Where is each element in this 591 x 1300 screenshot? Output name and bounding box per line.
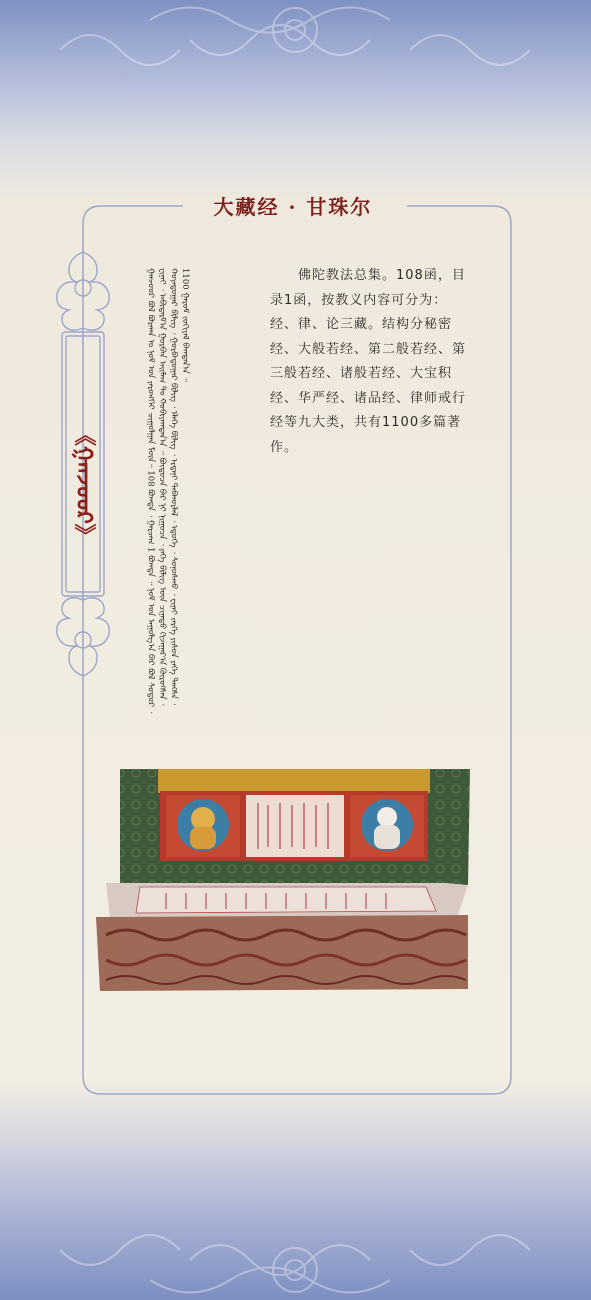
chinese-description: 佛陀教法总集。108函，目录1函，按教义内容可分为：经、律、论三藏。结构分秘密经、大般若经、第二般若经、第三般若经、诸般若经、大宝积经、华严经、诸品经、律师戒行经等九大类，共有1100多篇著作。 xyxy=(270,268,467,455)
bottom-ornament-band xyxy=(0,1210,591,1300)
mongolian-title: 《ᠭᠠᠨᠵᠤᠤᠷ》 xyxy=(71,424,97,546)
kangyur-manuscript-photo xyxy=(96,765,476,997)
top-ornament-band xyxy=(0,0,591,90)
mongolian-description: ᠭᠠᠨᠵᠤᠤᠷ ᠪᠣᠯ ᠪᠤᠷᠬᠠᠨ ᠤ ᠨᠣᠮ ᠤᠨ ᠶᠡᠷᠦᠩᠬᠡᠢ ᠴᠢᠭᠤᠯᠭᠠᠨ ᠮᠥᠨ᠃ 108 ᠪᠣᠭᠳᠠ ᠂ ᠭᠠᠷᠴᠠᠭ 1 ᠪᠣᠭᠳᠠ ᠃ ᠨᠣᠮ ᠤᠨ ᠠᠭᠤᠯᠭ᠎ᠠ ᠪᠠᠷ ᠪᠣᠯ ᠰᠤᠲᠤᠷ ᠂ ᠸᠢᠨᠠᠢ ᠂ ᠠᠪᠢᠳᠠᠷᠮ᠎ᠠ ᠭᠤᠷᠪᠠᠨ ᠠᠢᠮᠠᠭ ᠲᠤ ᠬᠤᠪᠢᠶᠠᠭᠳᠠᠨ᠎ᠠ ᠃ ᠪᠦᠲᠦᠴᠡ ᠪᠠᠷ ᠨᠢ ᠨᠢᠭᠤᠴᠠ ᠂ ᠶᠡᠬᠡ ᠪᠢᠯᠢᠭ ᠦᠨ ᠴᠢᠨᠠᠳᠤ ᠬᠢᠵᠠᠭᠠᠷ᠎ᠠ ᠬᠦᠷᠦᠭᠰᠡᠨ ᠂ ᠬᠣᠶᠠᠳᠤᠭᠠᠷ ᠪᠢᠯᠢᠭ ᠂ ᠭᠤᠷᠪᠠᠳᠤᠭᠠᠷ ᠪᠢᠯᠢᠭ ᠂ ᠡᠯᠡᠭᠡ ᠪᠢᠯᠢᠭ ᠂ ᠡᠷᠳᠡᠨᠢ ᠳᠠᠪᠬᠤᠷᠯᠠᠯ ᠂ ᠡᠳᠦᠭᠡ ᠂ ᠰᠣᠨᠣᠰᠬᠤ ᠂ ᠸᠢᠨᠠᠢ ᠵᠡᠷᠭᠡ ᠶᠢᠰᠦᠨ ᠶᠡᠬᠡ ᠳᠠᠩᠰᠠ ᠂ 1100 ᠭᠠᠷᠤᠮ ᠵᠣᠬᠢᠶᠠᠯ ᠪᠠᠭᠳᠠᠨ᠎ᠠ ᠃ xyxy=(145,268,190,714)
page-title: 大藏经 · 甘珠尔 xyxy=(213,195,373,219)
